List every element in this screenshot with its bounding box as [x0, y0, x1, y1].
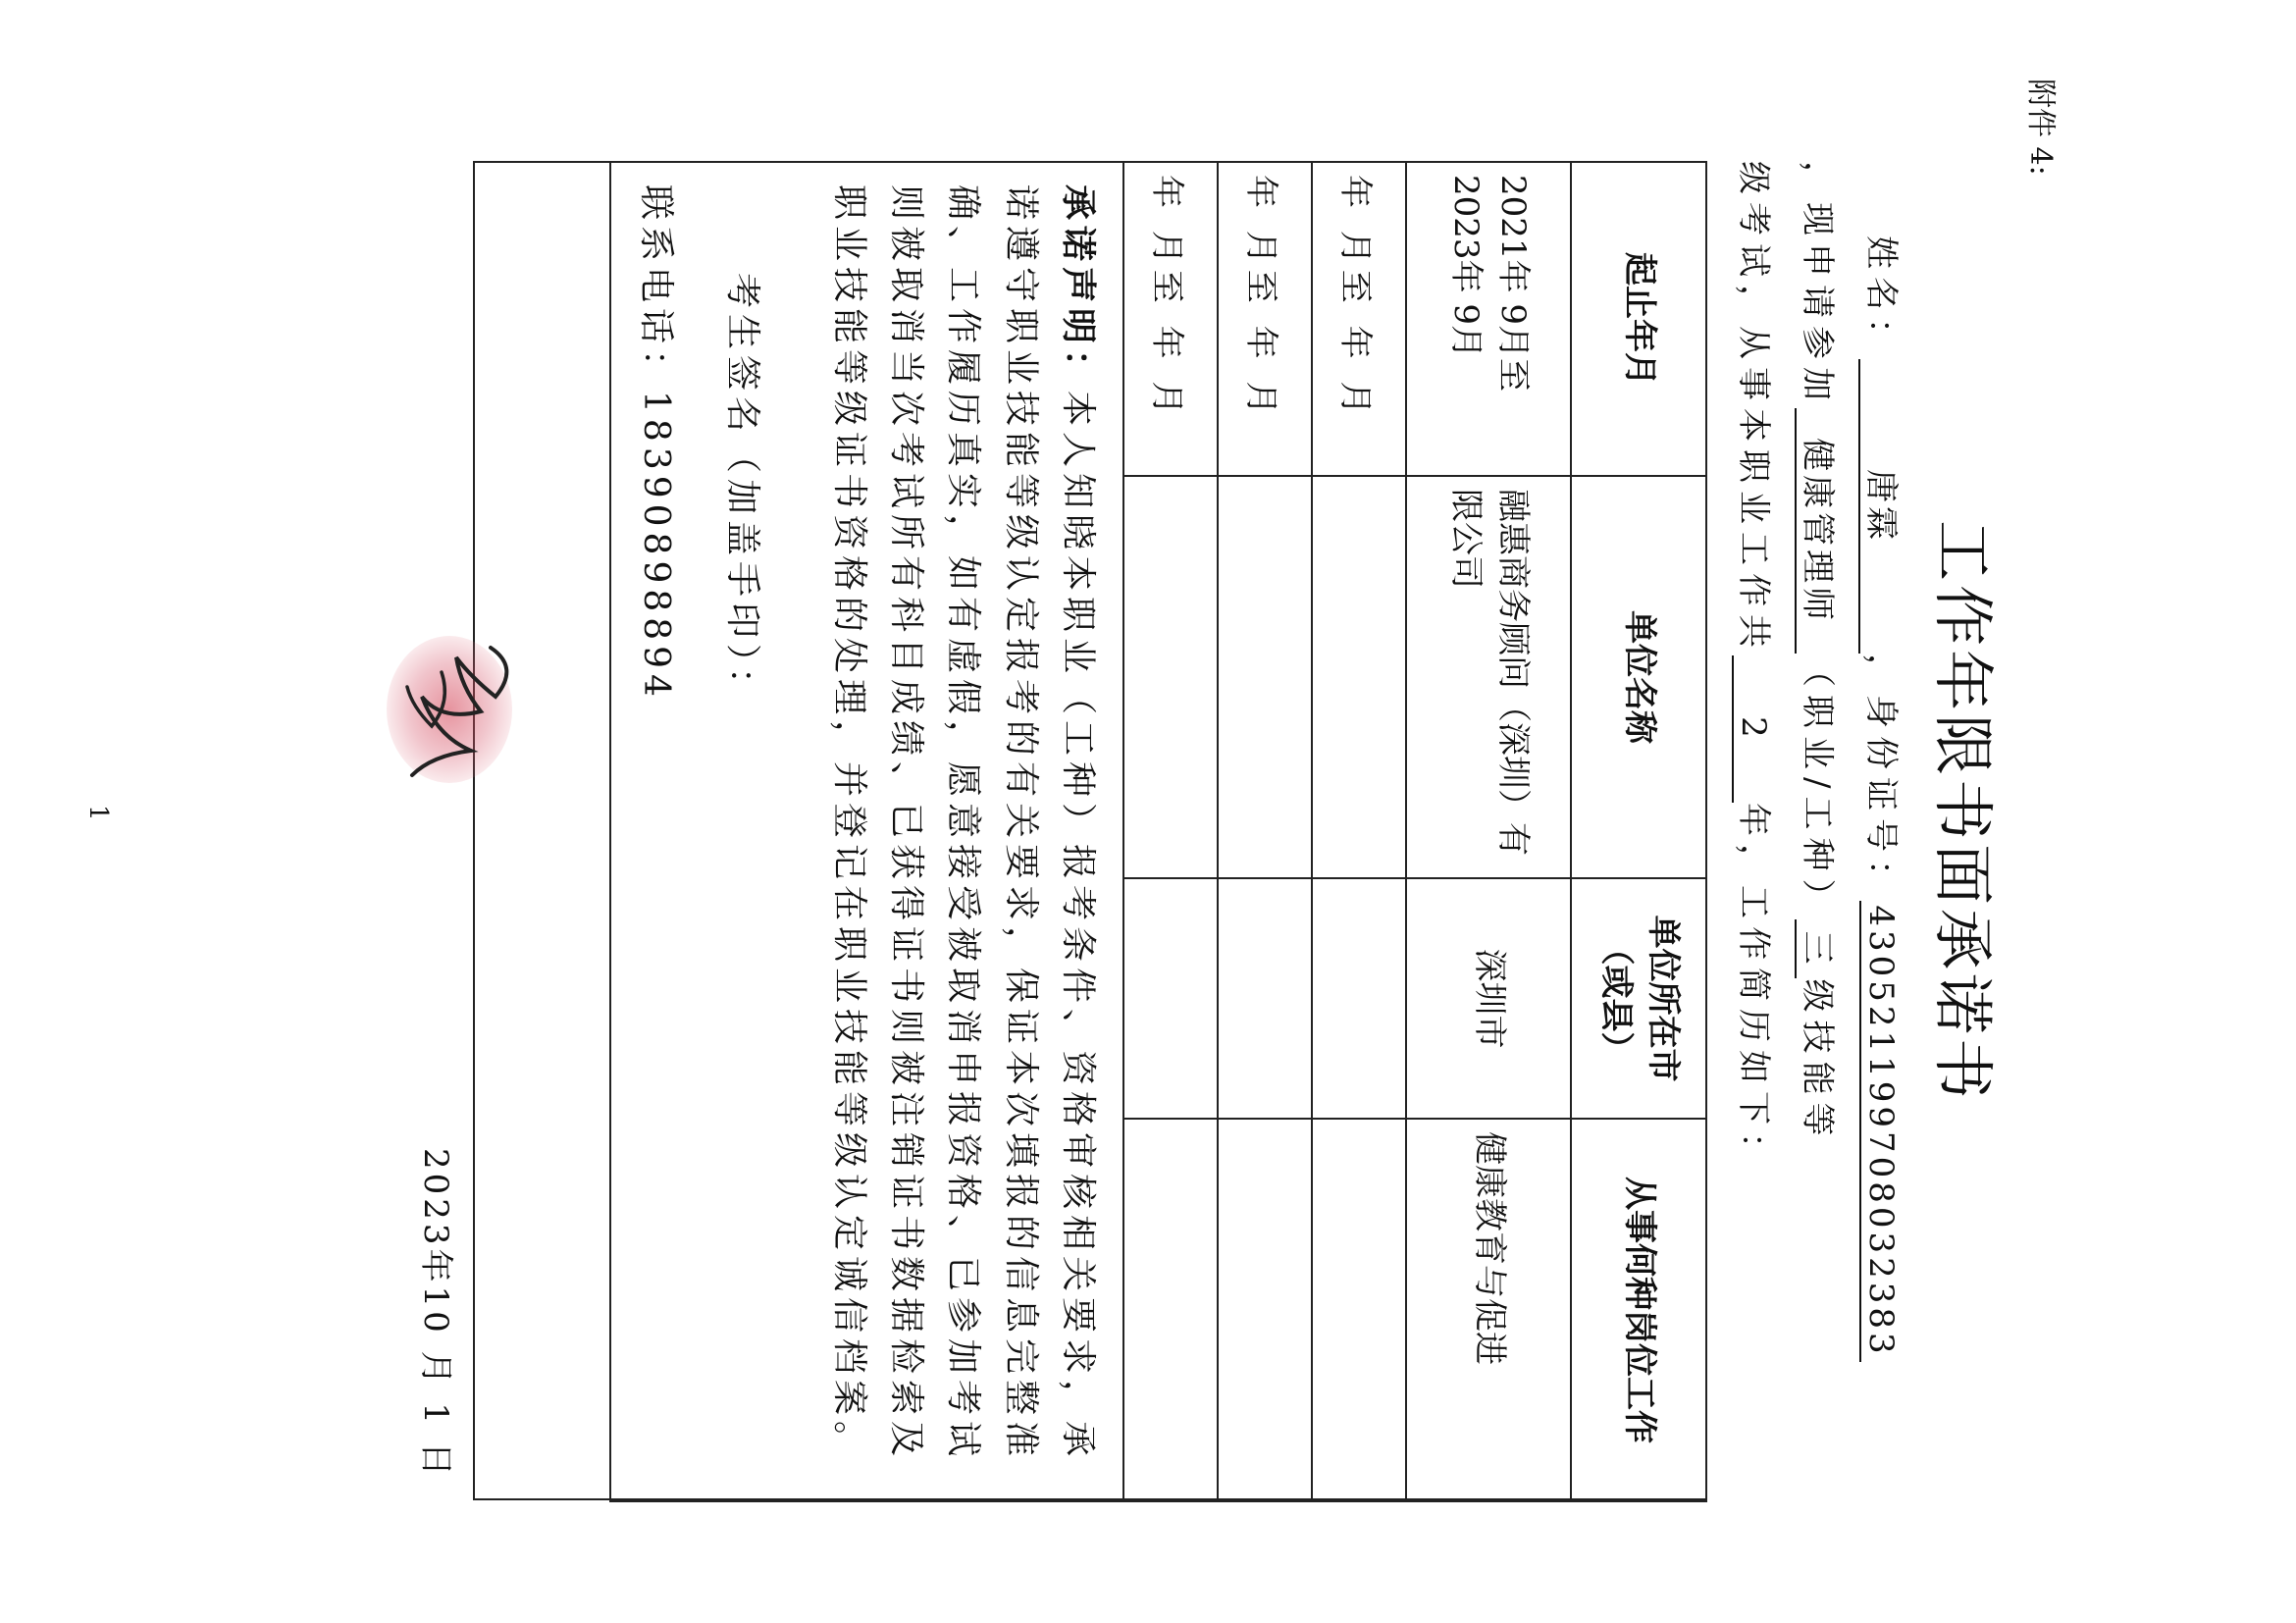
years-line	[1732, 161, 1781, 1174]
occupation-suffix: （职业/工种）	[1798, 654, 1837, 920]
period-cell: 年 月至 年 月	[1218, 162, 1312, 476]
years-prefix: 级考试，从事本职业工作共	[1734, 161, 1773, 655]
phone-number: 18390898894	[636, 391, 677, 703]
pledge-text: 本人知晓本职业（工种）报考条件、资格审核相关要求，承诺遵守职业技能等级认定报考的有关要求，保证本次填报的信息完整准确、工作履历真实，如有虚假，愿意接受被取消申报资格、已参加考试则被取消当次考试所有科目成绩、已获得证书则被注销证书数据检索及职业技能等级证书资格的处理，并登记在职业技能等级认定诚信档案。	[828, 184, 1098, 1463]
work-history-table	[609, 161, 1707, 1502]
company-cell: 融惠商务顾问（深圳）有限公司	[1406, 476, 1571, 878]
company-cell	[1123, 476, 1218, 878]
signature-line	[713, 184, 770, 1479]
pledge-row	[610, 162, 1123, 1501]
position-cell	[1218, 1119, 1312, 1501]
city-cell	[1218, 878, 1312, 1119]
table-row	[1312, 162, 1406, 1501]
years-suffix: 年，工作简历如下：	[1734, 803, 1773, 1174]
table-header-row	[1571, 162, 1706, 1501]
period-cell: 年 月至 年 月	[1312, 162, 1406, 476]
header-city: 单位所在市（或县）	[1571, 878, 1706, 1119]
table-row	[1218, 162, 1312, 1501]
name-field: 唐霖	[1858, 359, 1908, 654]
header-position: 从事何种岗位工作	[1571, 1119, 1706, 1501]
table-row	[1123, 162, 1218, 1501]
position-cell	[1312, 1119, 1406, 1501]
city-cell	[1312, 878, 1406, 1119]
period-cell: 2021年 9月至2023年 9月	[1406, 162, 1571, 476]
table-row	[1406, 162, 1571, 1501]
level-suffix: 级技能等	[1798, 978, 1837, 1144]
document-title: 工作年限书面承诺书	[1927, 519, 1999, 1103]
period-cell: 年 月至 年 月	[1123, 162, 1218, 476]
company-cell	[1218, 476, 1312, 878]
header-period: 起止年月	[1571, 162, 1706, 476]
handwritten-signature	[383, 628, 530, 795]
company-cell	[1312, 476, 1406, 878]
level-field: 三	[1795, 919, 1845, 978]
city-cell	[1123, 878, 1218, 1119]
annex-label: 附件 4:	[2023, 79, 2058, 176]
name-label: 姓名：	[1861, 236, 1901, 359]
position-cell	[1123, 1119, 1218, 1501]
id-label: ，身份证号：	[1861, 654, 1901, 901]
sign-date: 2023年10 月 1 日	[416, 1148, 455, 1480]
pledge-cell	[610, 162, 1123, 1501]
signature-label: 考生签名（加盖手印）：	[722, 273, 763, 709]
apply-prefix: ，现申请参加	[1798, 161, 1837, 408]
header-company: 单位名称	[1571, 476, 1706, 878]
occupation-field: 健康管理师	[1795, 408, 1845, 654]
city-cell: 深圳市	[1406, 878, 1571, 1119]
phone-line	[627, 184, 684, 1479]
position-cell: 健康教育与促进	[1406, 1119, 1571, 1501]
id-number-field: 430521199708032383	[1859, 901, 1901, 1362]
pledge-heading: 承诺声明：	[1058, 184, 1099, 392]
phone-label: 联系电话：	[636, 184, 677, 392]
occupation-line	[1795, 161, 1845, 1143]
name-id-line	[1858, 236, 1908, 1362]
years-field: 2	[1732, 655, 1773, 803]
page-number: 1	[83, 805, 113, 821]
